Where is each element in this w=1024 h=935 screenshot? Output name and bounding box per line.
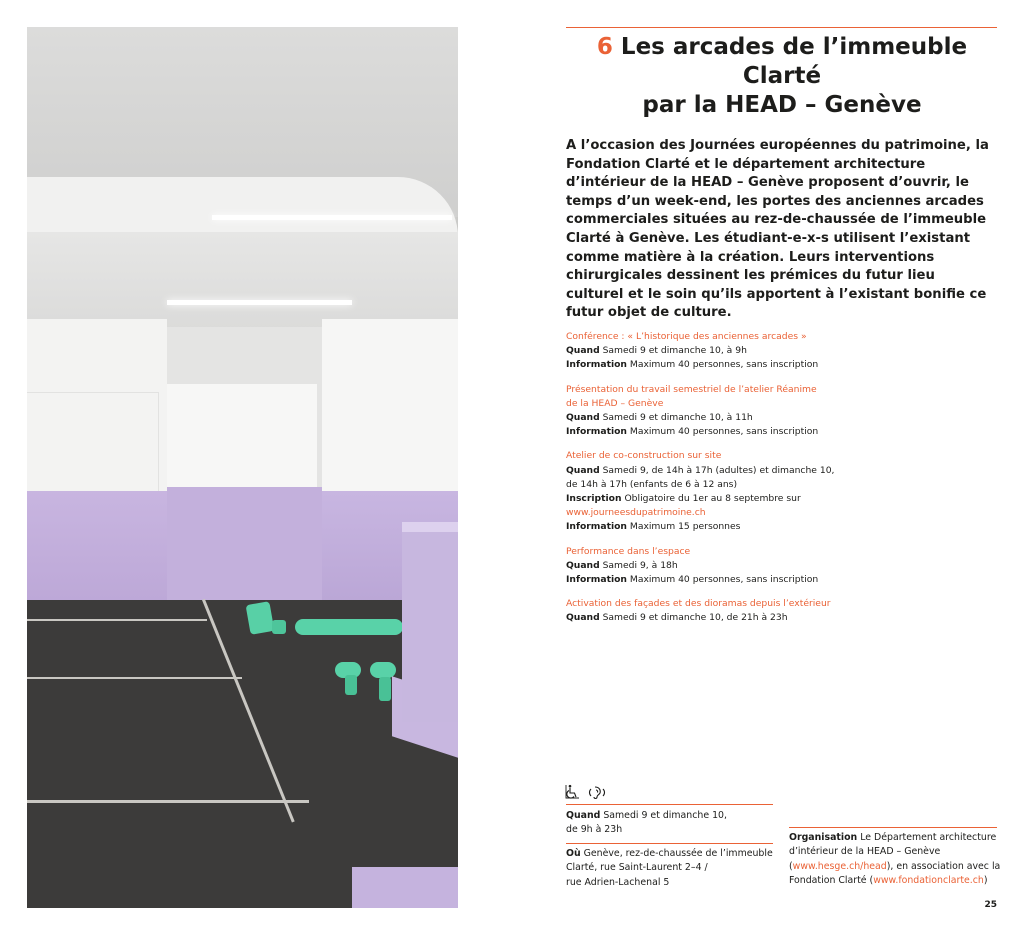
event-detail-value: Samedi 9, de 14h à 17h (adultes) et dimanche 10, de 14h à 17h (enfants de 6 à 12 ans) xyxy=(566,464,835,490)
accessibility-icons xyxy=(565,784,615,800)
when-label: Quand xyxy=(566,810,601,821)
where-line-2: Clarté, rue Saint-Laurent 2–4 / xyxy=(566,862,708,874)
event-detail-row xyxy=(566,492,866,520)
event-block xyxy=(566,449,866,534)
event-detail-label: Inscription xyxy=(566,493,622,505)
where-line-1: Genève, rez-de-chaussée de l’immeuble xyxy=(583,848,773,859)
footer-when xyxy=(566,809,727,838)
organisation-line-4: Fondation Clarté ( xyxy=(789,875,874,887)
footer-where xyxy=(566,847,773,890)
event-block xyxy=(566,383,866,440)
ceiling-light xyxy=(167,300,352,305)
event-block xyxy=(566,330,866,373)
organisation-label: Organisation xyxy=(789,832,858,843)
event-detail-label: Quand xyxy=(566,612,600,624)
paren-open: ( xyxy=(789,860,793,872)
fondation-website-link[interactable]: www.fondationclarte.ch xyxy=(873,875,984,887)
event-detail-label: Quand xyxy=(566,559,600,571)
lead-paragraph: A l’occasion des Journées européennes du patrimoine, la Fondation Clarté et le département architecture d’intérieur de la HEAD – Genève proposent d’ouvrir, le temps d’un week-end, les portes des anciennes arcades commerciales situées au rez-de-chaussée de l’immeuble Clarté à Genève. Les étudiant-e-x-s utilisent l’existant comme matière à la création. Leurs interventions chirurgicales dessinent les prémices du futur lieu culturel et le soin qu’ils apportent à l’existant bonifie ce futur objet de culture. xyxy=(566,138,989,321)
title-line-1: Les arcades de l’immeuble Clarté xyxy=(620,34,968,89)
event-detail-row xyxy=(566,425,866,439)
event-detail-label: Information xyxy=(566,359,627,371)
event-detail-row xyxy=(566,411,866,425)
event-detail-label: Information xyxy=(566,426,627,438)
where-line-3: rue Adrien-Lachenal 5 xyxy=(566,876,670,888)
event-detail-value: Maximum 15 personnes xyxy=(629,521,741,533)
organisation-line-2: d’intérieur de la HEAD – Genève xyxy=(789,846,941,858)
where-label: Où xyxy=(566,848,581,859)
event-detail-label: Information xyxy=(566,521,627,533)
footer-rule-where xyxy=(566,843,773,844)
page-title xyxy=(566,33,998,120)
event-number: 6 xyxy=(596,34,613,60)
event-detail-value: Samedi 9 et dimanche 10, de 21h à 23h xyxy=(602,612,788,624)
when-line-2: de 9h à 23h xyxy=(566,824,623,836)
organisation-line-3: ), en association avec la xyxy=(886,860,1001,872)
event-detail-row xyxy=(566,611,866,625)
event-detail-value: Samedi 9, à 18h xyxy=(602,559,678,571)
event-title: Performance dans l’espace xyxy=(566,545,691,557)
event-detail-value: Maximum 40 personnes, sans inscription xyxy=(629,574,819,586)
top-rule xyxy=(566,27,997,28)
wheelchair-accessible-icon xyxy=(566,785,579,798)
head-website-link[interactable]: www.hesge.ch/head xyxy=(792,860,887,872)
event-title: Présentation du travail semestriel de l’atelier Réanime de la HEAD – Genève xyxy=(566,383,817,409)
ceiling-light xyxy=(212,215,452,220)
event-detail-value: Samedi 9 et dimanche 10, à 9h xyxy=(602,345,747,357)
event-detail-label: Quand xyxy=(566,412,600,424)
paren-close: ) xyxy=(983,875,988,887)
event-title: Atelier de co-construction sur site xyxy=(566,450,722,462)
event-detail-value: Maximum 40 personnes, sans inscription xyxy=(629,359,819,371)
footer-organisation xyxy=(789,831,1000,889)
event-detail-row xyxy=(566,559,866,573)
event-detail-value: Obligatoire du 1er au 8 septembre sur xyxy=(624,493,801,505)
title-line-2: par la HEAD – Genève xyxy=(642,92,922,118)
page-number: 25 xyxy=(984,900,997,910)
hearing-assistance-icon xyxy=(590,787,605,799)
organisation-line-1: Le Département architecture xyxy=(860,832,997,843)
event-list xyxy=(566,330,866,636)
event-block xyxy=(566,597,866,625)
registration-website-link[interactable]: www.journeesdupatrimoine.ch xyxy=(566,507,706,519)
event-detail-row xyxy=(566,344,866,358)
footer-rule-organisation xyxy=(789,827,997,828)
event-detail-row xyxy=(566,520,866,534)
carpet-floor xyxy=(27,600,458,908)
when-line-1: Samedi 9 et dimanche 10, xyxy=(603,810,727,821)
event-detail-value: Maximum 40 personnes, sans inscription xyxy=(629,426,819,438)
event-title: Conférence : « L’historique des anciennes arcades » xyxy=(566,331,807,342)
event-detail-value: Samedi 9 et dimanche 10, à 11h xyxy=(602,412,753,424)
event-detail-label: Quand xyxy=(566,464,600,476)
event-block xyxy=(566,545,866,588)
event-detail-label: Quand xyxy=(566,345,600,357)
event-detail-row xyxy=(566,464,866,492)
interior-photo xyxy=(27,27,458,908)
event-detail-row xyxy=(566,573,866,587)
event-title: Activation des façades et des dioramas depuis l’extérieur xyxy=(566,598,831,610)
event-detail-row xyxy=(566,358,866,372)
footer-rule-when xyxy=(566,804,773,805)
event-detail-label: Information xyxy=(566,574,627,586)
